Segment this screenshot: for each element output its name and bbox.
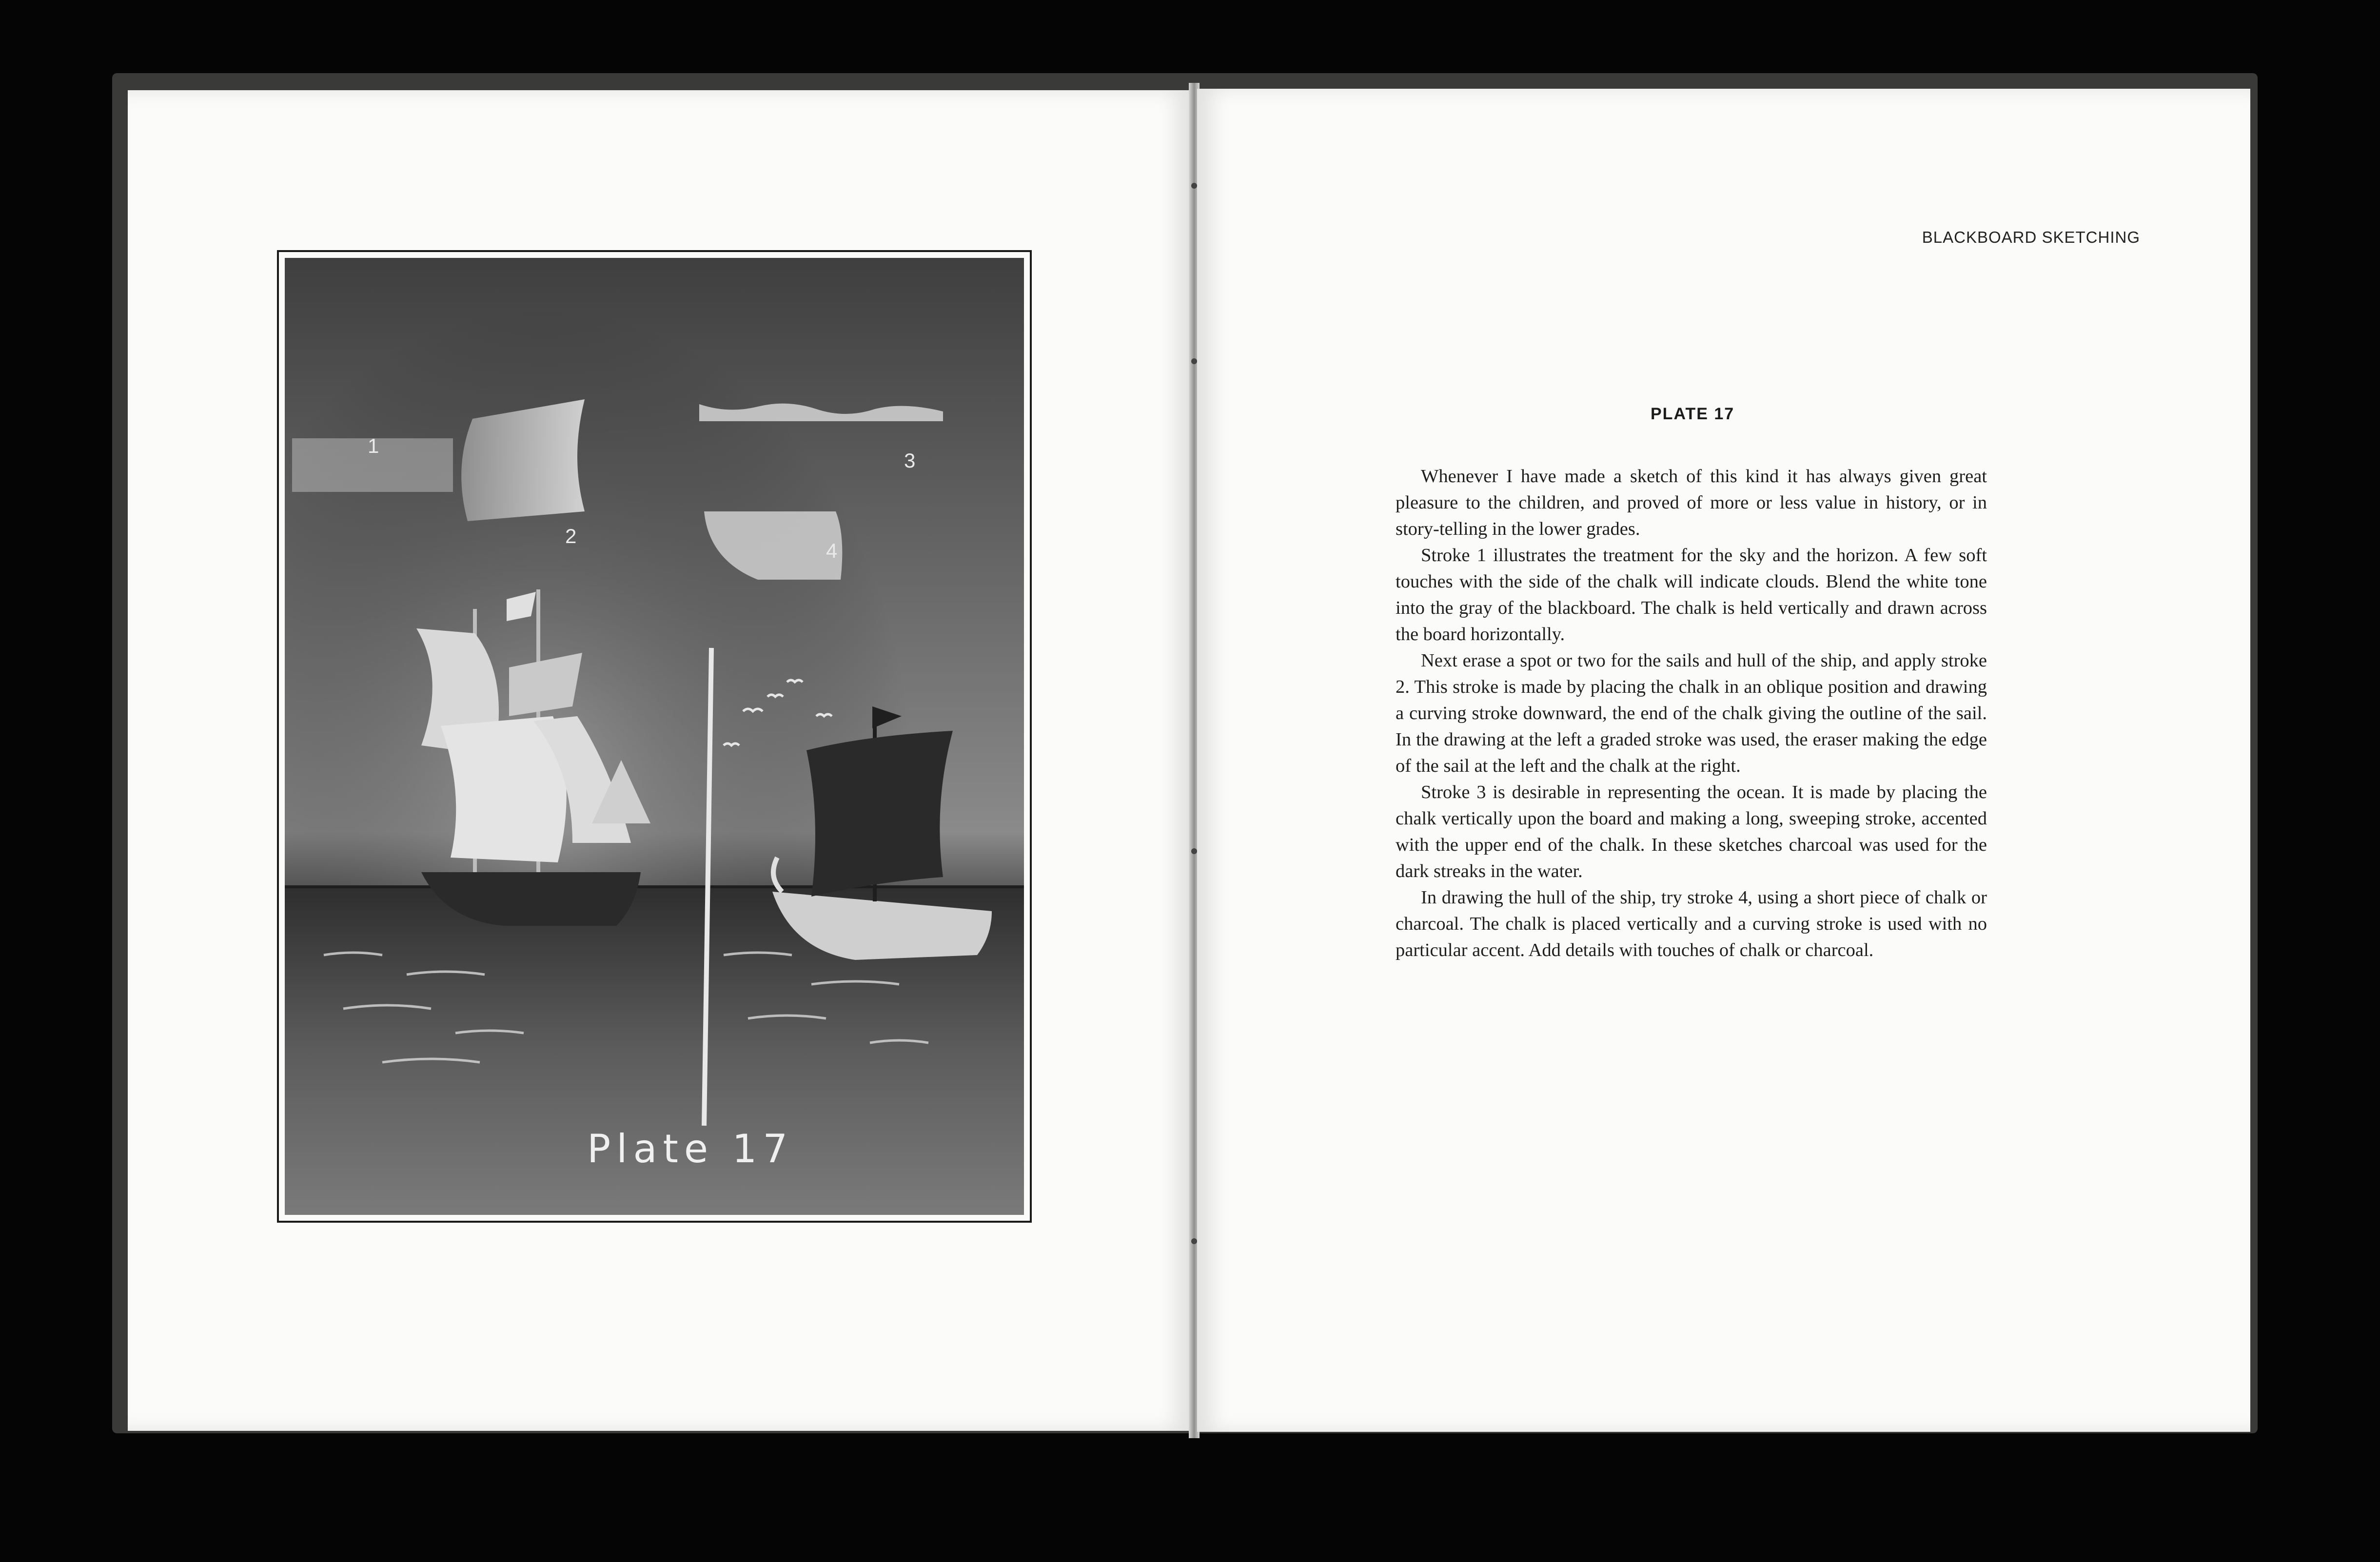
body-text bbox=[1396, 463, 1987, 963]
binding-stitch bbox=[1191, 358, 1197, 364]
paragraph: In drawing the hull of the ship, try stroke 4, using a short piece of chalk or charcoal. The chalk is placed vertically and a curving stroke is used with no particular accent. Add details with touches of chalk or charcoal. bbox=[1396, 887, 1987, 960]
stroke-label-3: 3 bbox=[904, 449, 916, 472]
binding-stitch bbox=[1191, 183, 1197, 189]
sail-stroke-sample bbox=[461, 399, 585, 521]
plate-illustration-frame bbox=[277, 250, 1032, 1223]
running-head: BLACKBOARD SKETCHING bbox=[1922, 228, 2140, 246]
plate-caption: Plate 17 bbox=[587, 1126, 794, 1172]
plate-illustration bbox=[285, 258, 1024, 1215]
stroke-label-1: 1 bbox=[368, 434, 379, 457]
left-page bbox=[128, 90, 1191, 1431]
paragraph: Stroke 1 illustrates the treatment for the sky and the horizon. A few soft touches with the side of the chalk will indicate clouds. Blend the white tone into the gray of the blackboard. The chalk is held vertically and drawn across the board horizontally. bbox=[1396, 545, 1987, 644]
stroke-label-2: 2 bbox=[565, 525, 577, 547]
stroke-label-4: 4 bbox=[826, 539, 838, 562]
binding-stitch bbox=[1191, 1238, 1197, 1244]
paragraph: Next erase a spot or two for the sails and hull of the ship, and apply stroke 2. This stroke is made by placing the chalk in an oblique position and drawing a curving stroke downward, the end of the chalk giving the outline of the sail. In the drawing at the left a graded stroke was used, the eraser making the edge of the sail at the left and the chalk at the right. bbox=[1396, 650, 1987, 776]
paragraph: Whenever I have made a sketch of this kind it has always given great pleasure to the children, and proved of more or less value in history, or in story-telling in the lower grades. bbox=[1396, 466, 1987, 539]
binding-stitch bbox=[1191, 848, 1197, 854]
plate-heading: PLATE 17 bbox=[1651, 405, 1735, 423]
paragraph: Stroke 3 is desirable in representing the ocean. It is made by placing the chalk vertically upon the board and making a long, sweeping stroke, accented with the upper end of the chalk. In these sketches charcoal was used for the dark streaks in the water. bbox=[1396, 782, 1987, 881]
